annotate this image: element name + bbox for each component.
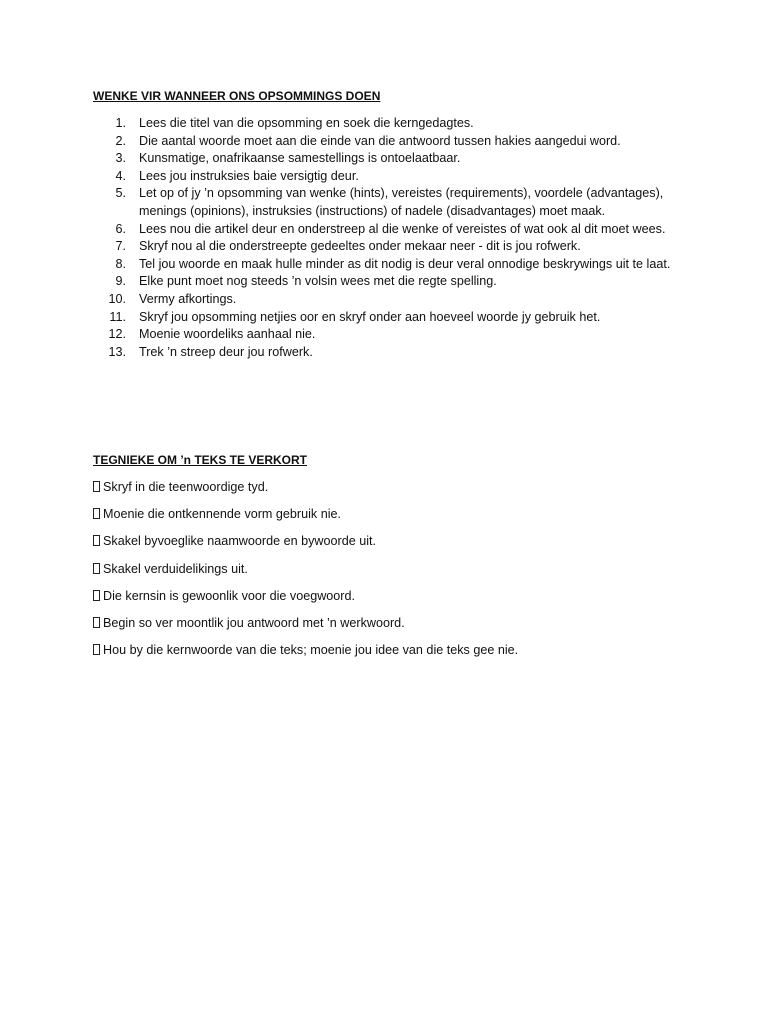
list-item [93, 344, 673, 362]
list-item [93, 133, 673, 151]
list-item [93, 185, 673, 220]
list-item-text: Elke punt moet nog steeds ’n volsin wees met die regte spelling. [139, 274, 497, 289]
missing-glyph-box-icon [93, 535, 100, 546]
bullet-item [93, 588, 693, 606]
bullet-item [93, 615, 693, 633]
list-item-text: Trek ’n streep deur jou rofwerk. [139, 344, 313, 359]
list-item-text: Tel jou woorde en maak hulle minder as dit nodig is deur veral onnodige beskrywings uit te laat. [139, 256, 671, 271]
list-number: 13. [108, 344, 126, 359]
list-number: 1. [115, 116, 126, 130]
bullet-item [93, 479, 693, 497]
list-item [93, 291, 673, 309]
bullet-item-text: Die kernsin is gewoonlik voor die voegwoord. [103, 588, 356, 603]
list-item [93, 150, 673, 168]
list-item [93, 256, 673, 274]
list-number: 9. [115, 274, 126, 289]
list-number: 7. [115, 239, 126, 254]
list-item-text: Vermy afkortings. [139, 291, 237, 306]
shortening-techniques-list [93, 479, 693, 669]
missing-glyph-box-icon [93, 508, 100, 519]
list-item-text: Lees die titel van die opsomming en soek die kerngedagtes. [139, 116, 474, 130]
list-item [93, 115, 673, 133]
bullet-item-text: Skryf in die teenwoordige tyd. [103, 480, 269, 494]
missing-glyph-box-icon [93, 590, 100, 601]
bullet-item [93, 642, 693, 660]
list-item [93, 168, 673, 186]
list-number: 8. [115, 256, 126, 271]
bullet-item-text: Skakel byvoeglike naamwoorde en bywoorde uit. [103, 534, 377, 549]
list-number: 5. [115, 186, 126, 201]
list-number: 6. [115, 221, 126, 236]
section-heading-summary-tips: WENKE VIR WANNEER ONS OPSOMMINGS DOEN [93, 89, 381, 103]
section-heading-shortening-techniques: TEGNIEKE OM ’n TEKS TE VERKORT [93, 453, 308, 467]
list-number: 12. [108, 327, 126, 342]
list-number: 2. [115, 133, 126, 148]
bullet-item-text: Skakel verduidelikings uit. [103, 561, 248, 576]
summary-tips-list [93, 115, 673, 361]
bullet-item [93, 533, 693, 551]
list-item [93, 309, 673, 327]
list-number: 4. [115, 168, 126, 183]
list-item-text: Moenie woordeliks aanhaal nie. [139, 327, 316, 342]
list-number: 3. [115, 151, 126, 166]
list-number: 10. [108, 291, 126, 306]
missing-glyph-box-icon [93, 563, 100, 574]
bullet-item-text: Moenie die ontkennende vorm gebruik nie. [103, 507, 342, 522]
missing-glyph-box-icon [93, 481, 100, 492]
list-item [93, 238, 673, 256]
list-item-text: Skryf nou al die onderstreepte gedeeltes onder mekaar neer - dit is jou rofwerk. [139, 239, 581, 254]
missing-glyph-box-icon [93, 617, 100, 628]
bullet-item-text: Hou by die kernwoorde van die teks; moenie jou idee van die teks gee nie. [103, 643, 519, 658]
bullet-item [93, 561, 693, 579]
missing-glyph-box-icon [93, 644, 100, 655]
list-item [93, 273, 673, 291]
list-item-text: Lees nou die artikel deur en onderstreep al die wenke of vereistes of wat ook al dit moet wees. [139, 221, 666, 236]
list-item [93, 221, 673, 239]
list-item-text: Die aantal woorde moet aan die einde van die antwoord tussen hakies aangedui word. [139, 133, 621, 148]
list-item-text: Let op of jy ’n opsomming van wenke (hints), vereistes (requirements), voordele (advantages), menings (opinions), instruksies (instructions) of nadele (disadvantages) moet maak. [139, 186, 664, 218]
list-item [93, 326, 673, 344]
bullet-item [93, 506, 693, 524]
list-item-text: Skryf jou opsomming netjies oor en skryf onder aan hoeveel woorde jy gebruik het. [139, 309, 601, 324]
list-item-text: Kunsmatige, onafrikaanse samestellings is ontoelaatbaar. [139, 151, 461, 166]
list-item-text: Lees jou instruksies baie versigtig deur. [139, 168, 359, 183]
bullet-item-text: Begin so ver moontlik jou antwoord met ’n werkwoord. [103, 615, 405, 630]
list-number: 11. [109, 309, 126, 324]
